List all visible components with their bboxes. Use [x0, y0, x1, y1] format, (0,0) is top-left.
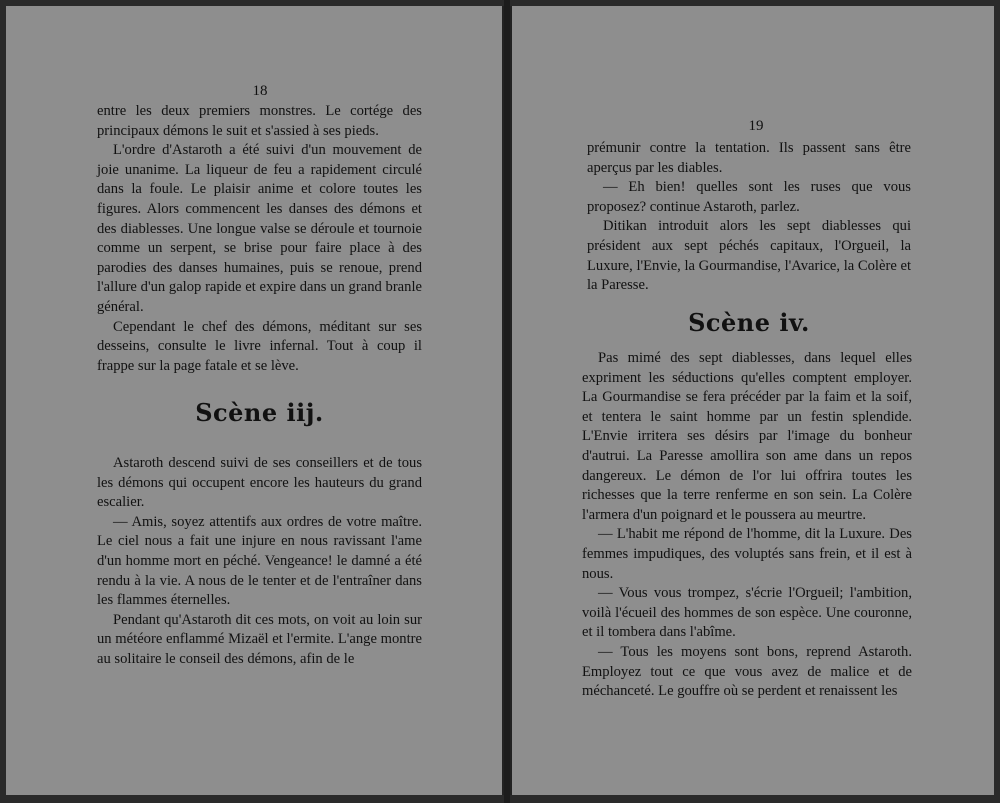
paragraph: Pendant qu'Astaroth dit ces mots, on voit au loin sur un météore enflammé Mizaël et l'ermite. L'ange montre au solitaire le conseil des démons, afin de le	[97, 611, 422, 667]
page-number-left: 18	[252, 83, 268, 99]
scene-heading-left: Scène iij.	[195, 398, 324, 427]
right-text-bottom	[582, 349, 912, 702]
paragraph: Pas mimé des sept diablesses, dans lequel elles expriment les séductions qu'elles comptent employer. La Gourmandise se fera précéder par la faim et la soif, et tentera le saint homme par un festin splendide. L'Envie irritera ses désirs par l'image du bonheur d'autrui. La Paresse amollira son ame dans un repos dangereux. Le démon de l'or lui offrira toutes les richesses que la terre renferme en son sein. La Colère l'armera d'un poignard et le poussera au meurtre.	[582, 350, 912, 523]
paragraph: — L'habit me répond de l'homme, dit la Luxure. Des femmes impudiques, des voluptés sans frein, et il est à nous.	[582, 526, 912, 582]
page-number-right: 19	[748, 118, 764, 134]
left-text-top	[97, 102, 422, 376]
left-text-bottom	[97, 454, 422, 670]
right-text-top	[587, 139, 911, 296]
paragraph: — Vous vous trompez, s'écrie l'Orgueil; l'ambition, voilà l'écueil des hommes de son espèce. Une couronne, et il tombera dans l'abîme.	[582, 585, 912, 641]
paragraph: L'ordre d'Astaroth a été suivi d'un mouvement de joie unanime. La liqueur de feu a rapidement circulé dans la foule. Le plaisir anime et colore toutes les figures. Alors commencent les danses des démons et des diablesses. Une longue valse se déroule et tournoie comme un serpent, se brise pour faire place à des parodies des danses humaines, puis se renoue, prend l'allure d'un galop rapide et expire dans un grand branle général.	[97, 142, 422, 315]
scene-heading-right: Scène iv.	[688, 308, 810, 337]
paragraph: — Amis, soyez attentifs aux ordres de votre maître. Le ciel nous a fait une injure en nous ravissant l'ame d'un homme mort en péché. Vengeance! le damné a été rendu à la vie. A nous de le tenter et de l'entraîner dans les flammes éternelles.	[97, 513, 422, 609]
paragraph: prémunir contre la tentation. Ils passent sans être aperçus par les diables.	[587, 140, 911, 176]
paragraph: Cependant le chef des démons, méditant sur ses desseins, consulte le livre infernal. Tout à coup il frappe sur la page fatale et se lève.	[97, 318, 422, 374]
left-page	[6, 6, 504, 795]
paragraph: — Eh bien! quelles sont les ruses que vous proposez? continue Astaroth, parlez.	[587, 179, 911, 215]
paragraph: Ditikan introduit alors les sept diablesses qui président aux sept péchés capitaux, l'Orgueil, la Luxure, l'Envie, la Gourmandise, l'Avarice, la Colère et la Paresse.	[587, 218, 911, 294]
right-page	[510, 6, 994, 795]
paragraph: entre les deux premiers monstres. Le cortége des principaux démons le suit et s'assied à ses pieds.	[97, 103, 422, 139]
paragraph: Astaroth descend suivi de ses conseillers et de tous les démons qui occupent encore les hauteurs du grand escalier.	[97, 455, 422, 511]
paragraph: — Tous les moyens sont bons, reprend Astaroth. Employez tout ce que vous avez de malice et de méchanceté. Le gouffre où se perdent et renaissent les	[582, 643, 912, 700]
